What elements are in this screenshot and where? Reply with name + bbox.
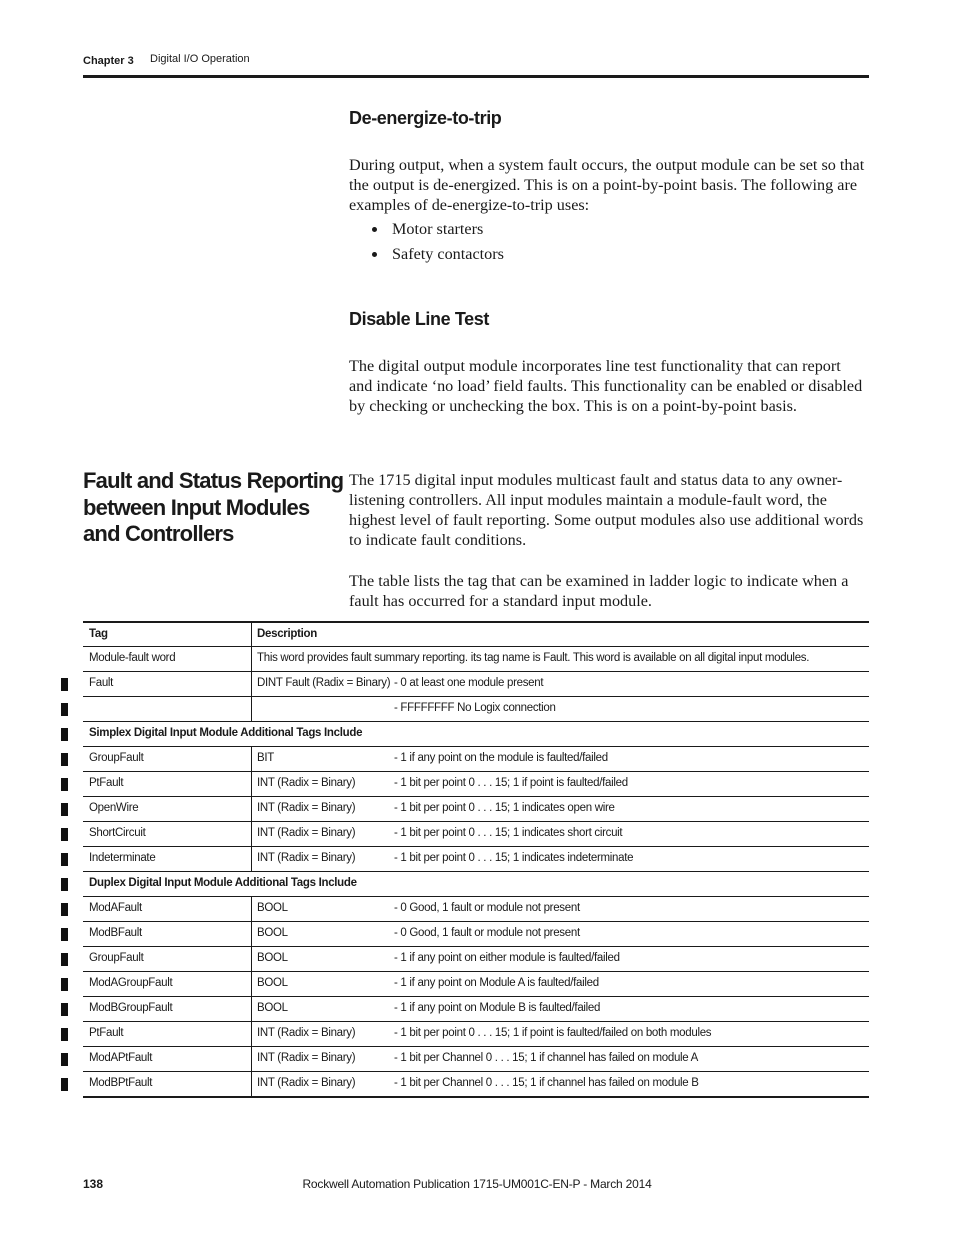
tag-cell: ModBFault (89, 927, 142, 939)
table-row (83, 1022, 869, 1047)
side-heading-line: between Input Modules (83, 494, 310, 520)
note-cell: - 1 bit per point 0 . . . 15; 1 indicates short circuit (394, 827, 623, 839)
bullet-text: Motor starters (392, 220, 484, 238)
table-row (83, 1047, 869, 1072)
table-header-row (83, 623, 869, 647)
heading-de-energize-to-trip: De-energize-to-trip (349, 108, 502, 128)
section-title: Digital I/O Operation (150, 53, 250, 65)
column-divider (251, 647, 252, 671)
bullet-text: Safety contactors (392, 245, 504, 263)
tag-cell: PtFault (89, 1027, 124, 1039)
note-cell: - 1 bit per Channel 0 . . . 15; 1 if channel has failed on module A (394, 1052, 699, 1064)
tag-cell: ModAFault (89, 902, 142, 914)
chapter-label: Chapter 3 (83, 55, 134, 67)
change-bar (61, 1028, 68, 1041)
heading-disable-line-test: Disable Line Test (349, 309, 489, 329)
table-row (83, 647, 869, 672)
note-cell: - 1 if any point on the module is faulted/failed (394, 752, 608, 764)
note-cell: - 1 bit per point 0 . . . 15; 1 indicates indeterminate (394, 852, 634, 864)
change-bar (61, 1053, 68, 1066)
change-bar (61, 703, 68, 716)
table-row (83, 822, 869, 847)
table-row (83, 797, 869, 822)
table-row (83, 972, 869, 997)
running-header (83, 53, 250, 67)
paragraph-line: to indicate fault conditions. (349, 531, 527, 549)
change-bar (61, 903, 68, 916)
change-bar (61, 853, 68, 866)
column-divider (251, 947, 252, 971)
table-row (83, 672, 869, 697)
note-cell: - 1 if any point on Module B is faulted/failed (394, 1002, 601, 1014)
paragraph-de-energize (349, 155, 869, 215)
side-heading-line: Fault and Status Reporting (83, 468, 344, 493)
type-cell: INT (Radix = Binary) (257, 1077, 356, 1089)
group-label: Duplex Digital Input Module Additional Tags Include (89, 877, 357, 889)
tag-cell: ShortCircuit (89, 827, 146, 839)
note-cell: - 0 at least one module present (394, 677, 544, 689)
table-row (83, 1072, 869, 1097)
note-cell: - 1 bit per Channel 0 . . . 15; 1 if channel has failed on module B (394, 1077, 699, 1089)
type-cell: BOOL (257, 1002, 288, 1014)
note-cell: - 0 Good, 1 fault or module not present (394, 927, 580, 939)
note-cell: - 1 bit per point 0 . . . 15; 1 if point is faulted/failed (394, 777, 628, 789)
column-divider (251, 972, 252, 996)
paragraph-line: and indicate ‘no load’ field faults. This functionality can be enabled or disabled (349, 377, 863, 395)
paragraph-line: highest level of fault reporting. Some output modules also use additional words (349, 511, 864, 529)
paragraph-line: The 1715 digital input modules multicast fault and status data to any owner- (349, 471, 843, 489)
tag-cell: Indeterminate (89, 852, 156, 864)
tag-cell: PtFault (89, 777, 124, 789)
side-heading-line: and Controllers (83, 521, 234, 546)
note-cell: - FFFFFFFF No Logix connection (394, 702, 556, 714)
type-cell: INT (Radix = Binary) (257, 1052, 356, 1064)
paragraph-line: The digital output module incorporates line test functionality that can report (349, 357, 841, 375)
type-cell: INT (Radix = Binary) (257, 852, 356, 864)
table-group-row (83, 722, 869, 747)
table-row (83, 922, 869, 947)
change-bar (61, 878, 68, 891)
publication-footer: Rockwell Automation Publication 1715-UM001C-EN-P - March 2014 (302, 1177, 652, 1191)
note-cell: - 0 Good, 1 fault or module not present (394, 902, 580, 914)
paragraph-line: the output is de-energized. This is on a point-by-point basis. The following are (349, 176, 858, 194)
paragraph-line: The table lists the tag that can be examined in ladder logic to indicate when a (349, 572, 849, 590)
change-bar (61, 728, 68, 741)
header-rule (83, 75, 869, 78)
column-divider (251, 797, 252, 821)
type-cell: BOOL (257, 977, 288, 989)
group-label: Simplex Digital Input Module Additional Tags Include (89, 727, 363, 739)
note-cell: - 1 bit per point 0 . . . 15; 1 indicates open wire (394, 802, 615, 814)
paragraph-line: fault has occurred for a standard input module. (349, 592, 652, 610)
type-cell: BOOL (257, 952, 288, 964)
paragraph-fault-status-1 (349, 470, 869, 550)
paragraph-fault-status-2 (349, 571, 869, 611)
tag-cell: ModBGroupFault (89, 1002, 173, 1014)
column-divider (251, 922, 252, 946)
change-bar (61, 753, 68, 766)
paragraph-line: During output, when a system fault occurs, the output module can be set so that (349, 156, 865, 174)
tag-cell: Fault (89, 677, 114, 689)
column-divider (251, 697, 252, 721)
table-row (83, 997, 869, 1022)
type-cell: This word provides fault summary reporting. its tag name is Fault. This word is available on all digital input modules. (257, 652, 810, 664)
bullet-dot-icon (372, 252, 377, 257)
change-bar (61, 678, 68, 691)
column-divider (251, 822, 252, 846)
column-divider (251, 747, 252, 771)
type-cell: INT (Radix = Binary) (257, 1027, 356, 1039)
note-cell: - 1 bit per point 0 . . . 15; 1 if point is faulted/failed on both modules (394, 1027, 712, 1039)
column-header-description: Description (257, 628, 317, 640)
column-divider (251, 672, 252, 696)
change-bar (61, 1003, 68, 1016)
note-cell: - 1 if any point on either module is faulted/failed (394, 952, 620, 964)
column-divider (251, 1047, 252, 1071)
column-divider (251, 847, 252, 871)
change-bar (61, 828, 68, 841)
tag-cell: ModAPtFault (89, 1052, 153, 1064)
type-cell: BOOL (257, 902, 288, 914)
tag-cell: GroupFault (89, 952, 144, 964)
type-cell: BIT (257, 752, 274, 764)
paragraph-line: listening controllers. All input modules maintain a module-fault word, the (349, 491, 827, 509)
change-bar (61, 978, 68, 991)
type-cell: BOOL (257, 927, 288, 939)
type-cell: INT (Radix = Binary) (257, 802, 356, 814)
column-divider (251, 772, 252, 796)
tag-cell: ModBPtFault (89, 1077, 153, 1089)
column-divider (251, 897, 252, 921)
tag-cell: GroupFault (89, 752, 144, 764)
table-row (83, 897, 869, 922)
table-row (83, 847, 869, 872)
type-cell: INT (Radix = Binary) (257, 777, 356, 789)
table-row (83, 772, 869, 797)
paragraph-disable-line-test (349, 356, 869, 416)
table-group-row (83, 872, 869, 897)
column-divider (251, 623, 252, 647)
change-bar (61, 803, 68, 816)
type-cell: DINT Fault (Radix = Binary) (257, 677, 391, 689)
tag-cell: ModAGroupFault (89, 977, 173, 989)
bullet-dot-icon (372, 227, 377, 232)
table-row (83, 947, 869, 972)
note-cell: - 1 if any point on Module A is faulted/failed (394, 977, 599, 989)
table-row (83, 697, 869, 722)
change-bar (61, 1078, 68, 1091)
tag-cell: Module-fault word (89, 652, 176, 664)
paragraph-line: by checking or unchecking the box. This is on a point-by-point basis. (349, 397, 797, 415)
change-bar (61, 953, 68, 966)
paragraph-line: examples of de-energize-to-trip uses: (349, 196, 590, 214)
table-row (83, 747, 869, 772)
column-divider (251, 1022, 252, 1046)
change-bar (61, 928, 68, 941)
page-number: 138 (83, 1177, 104, 1191)
column-divider (251, 997, 252, 1021)
table-bottom-rule (83, 1096, 869, 1098)
column-header-tag: Tag (89, 628, 108, 640)
change-bar (61, 778, 68, 791)
type-cell: INT (Radix = Binary) (257, 827, 356, 839)
side-heading-fault-status (83, 468, 343, 548)
tag-cell: OpenWire (89, 802, 139, 814)
column-divider (251, 1072, 252, 1096)
